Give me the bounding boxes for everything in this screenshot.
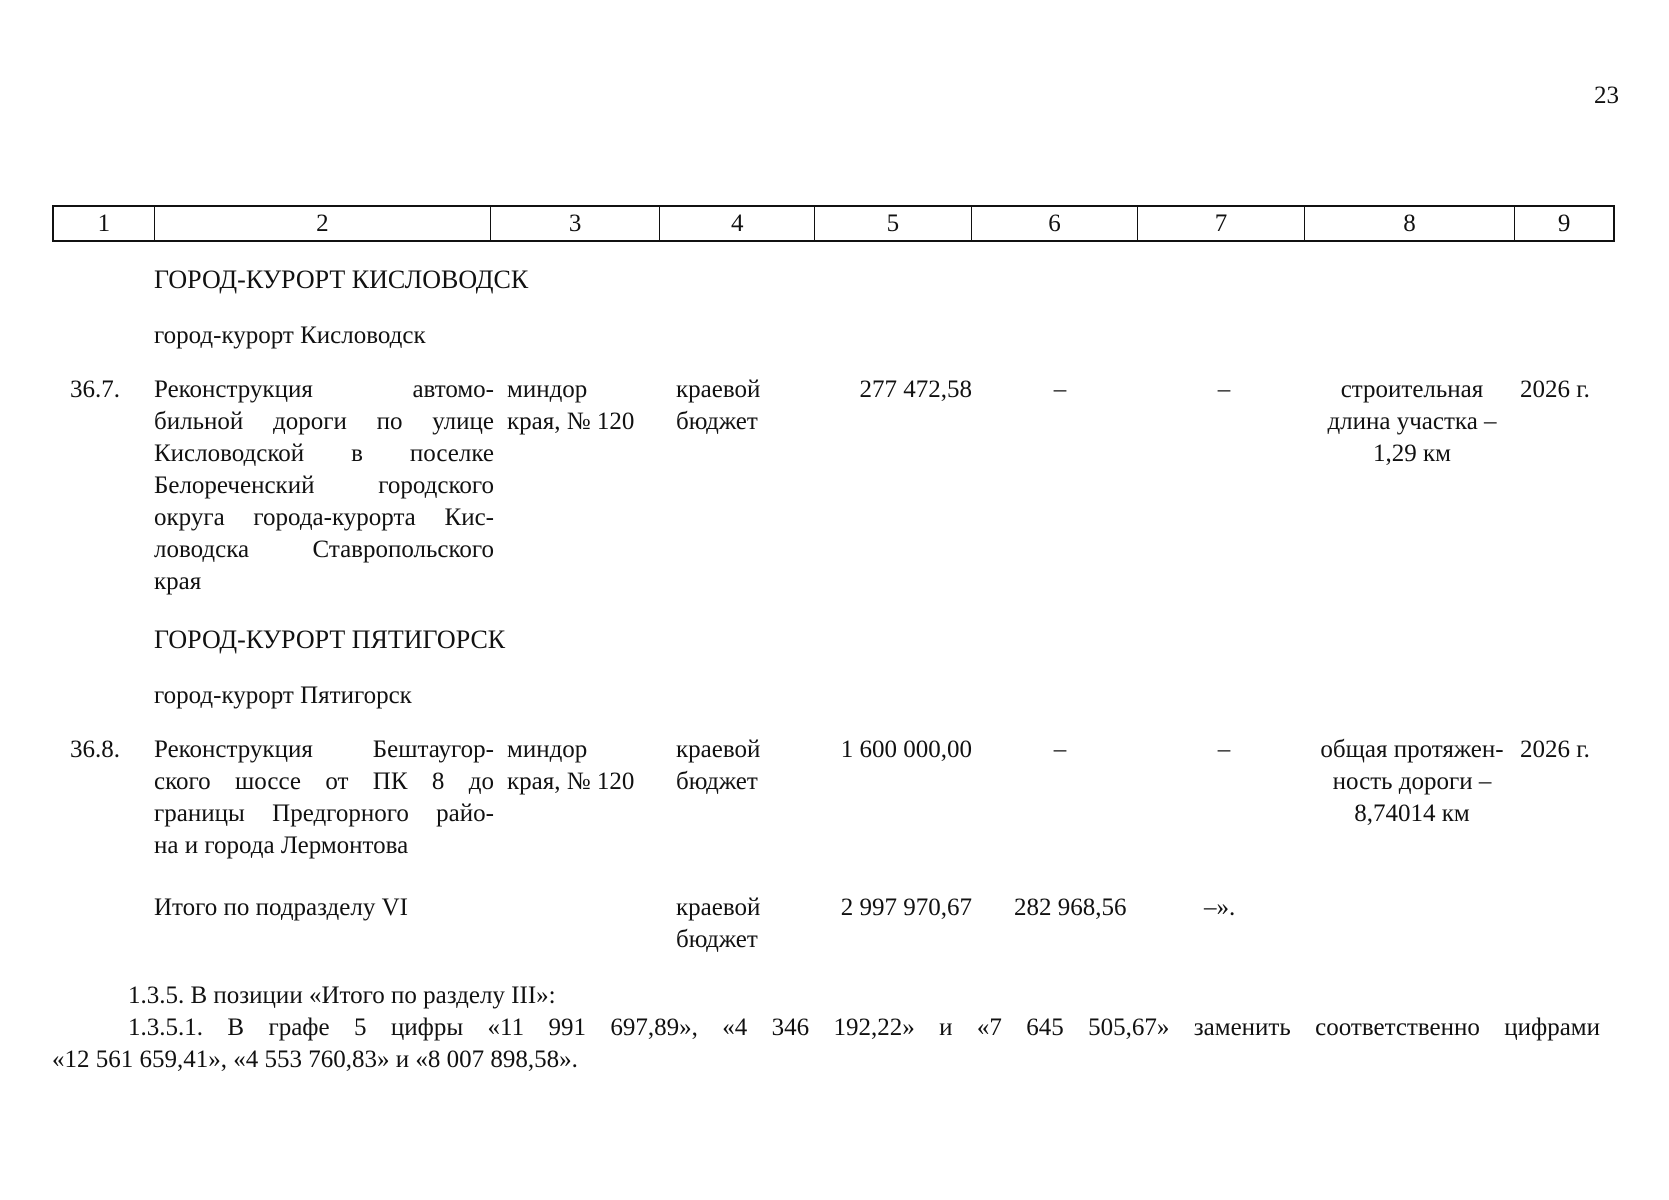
paragraph-1-3-5: 1.3.5. В позиции «Итого по разделу III»: [128, 982, 556, 1009]
total-funding-source [676, 892, 796, 956]
header-col-5: 5 [815, 207, 972, 240]
page-number: 23 [1594, 82, 1619, 109]
paragraph-line: 1.3.5.1. В графе 5 цифры «11 991 697,89», «4 346 192,22» и «7 645 505,67» заменить соответственно цифрами [128, 1014, 1600, 1041]
project-name-line: края [154, 568, 202, 595]
section-subheading-kislovodsk: город-курорт Кисловодск [154, 322, 426, 349]
project-name-line: Кисловодской в поселке [154, 440, 494, 467]
table-header-numbers [52, 205, 1615, 242]
amount-col7: – [1217, 376, 1231, 403]
funding-source-line: бюджет [676, 926, 758, 953]
project-name-line: Реконструкция автомо- [154, 376, 494, 403]
total-label: Итого по подразделу VI [154, 894, 408, 921]
amount-col6: – [1053, 736, 1067, 763]
paragraph-line: «12 561 659,41», «4 553 760,83» и «8 007 898,58». [52, 1046, 578, 1073]
result-indicator-line: ность дороги – [1332, 768, 1492, 795]
funding-source-line: бюджет [676, 408, 758, 435]
result-indicator-line: длина участка – [1327, 408, 1497, 435]
amount-col7: – [1217, 736, 1231, 763]
funding-source-line: краевой [676, 894, 761, 921]
funding-source-line: краевой [676, 736, 761, 763]
total-col5: 2 997 970,67 [840, 894, 972, 921]
paragraph-1-3-5-1 [52, 1012, 1600, 1076]
funding-source [676, 374, 796, 438]
completion-year: 2026 г. [1520, 736, 1590, 763]
project-name-line: Белореченский городского [154, 472, 494, 499]
header-col-6: 6 [972, 207, 1139, 240]
executor-line: миндор [507, 736, 588, 763]
completion-year: 2026 г. [1520, 376, 1590, 403]
executor [507, 734, 662, 798]
project-name-line: бильной дороги по улице [154, 408, 494, 435]
section-subheading-pyatigorsk: город-курорт Пятигорск [154, 682, 412, 709]
executor-line: края, № 120 [507, 408, 635, 435]
total-col6: 282 968,56 [1014, 894, 1127, 921]
section-heading-pyatigorsk: ГОРОД-КУРОРТ ПЯТИГОРСК [154, 625, 506, 654]
result-indicator [1306, 374, 1518, 470]
section-heading-kislovodsk: ГОРОД-КУРОРТ КИСЛОВОДСК [154, 265, 529, 294]
project-name-line: границы Предгорного райо- [154, 800, 494, 827]
header-col-3: 3 [491, 207, 661, 240]
header-col-8: 8 [1305, 207, 1515, 240]
project-name [154, 734, 494, 862]
row-number: 36.8. [70, 736, 120, 763]
executor-line: миндор [507, 376, 588, 403]
project-name [154, 374, 494, 598]
header-col-1: 1 [54, 207, 155, 240]
result-indicator-line: 8,74014 км [1354, 800, 1470, 827]
project-name-line: округа города-курорта Кис- [154, 504, 494, 531]
amount-col5: 277 472,58 [859, 376, 972, 403]
project-name-line: ловодска Ставропольского [154, 536, 494, 563]
amount-col5: 1 600 000,00 [840, 736, 972, 763]
header-col-7: 7 [1138, 207, 1305, 240]
result-indicator-line: общая протяжен- [1320, 736, 1504, 763]
funding-source-line: бюджет [676, 768, 758, 795]
project-name-line: на и города Лермонтова [154, 832, 409, 859]
funding-source-line: краевой [676, 376, 761, 403]
funding-source [676, 734, 796, 798]
header-col-4: 4 [660, 207, 815, 240]
project-name-line: Реконструкция Бештаугор- [154, 736, 494, 763]
result-indicator-line: 1,29 км [1373, 440, 1451, 467]
amount-col6: – [1053, 376, 1067, 403]
executor [507, 374, 662, 438]
header-col-2: 2 [155, 207, 491, 240]
total-col7: –». [1204, 894, 1236, 921]
header-col-9: 9 [1557, 210, 1571, 237]
result-indicator [1306, 734, 1518, 830]
row-number: 36.7. [70, 376, 120, 403]
project-name-line: ского шоссе от ПК 8 до [154, 768, 494, 795]
executor-line: края, № 120 [507, 768, 635, 795]
result-indicator-line: строительная [1340, 376, 1484, 403]
